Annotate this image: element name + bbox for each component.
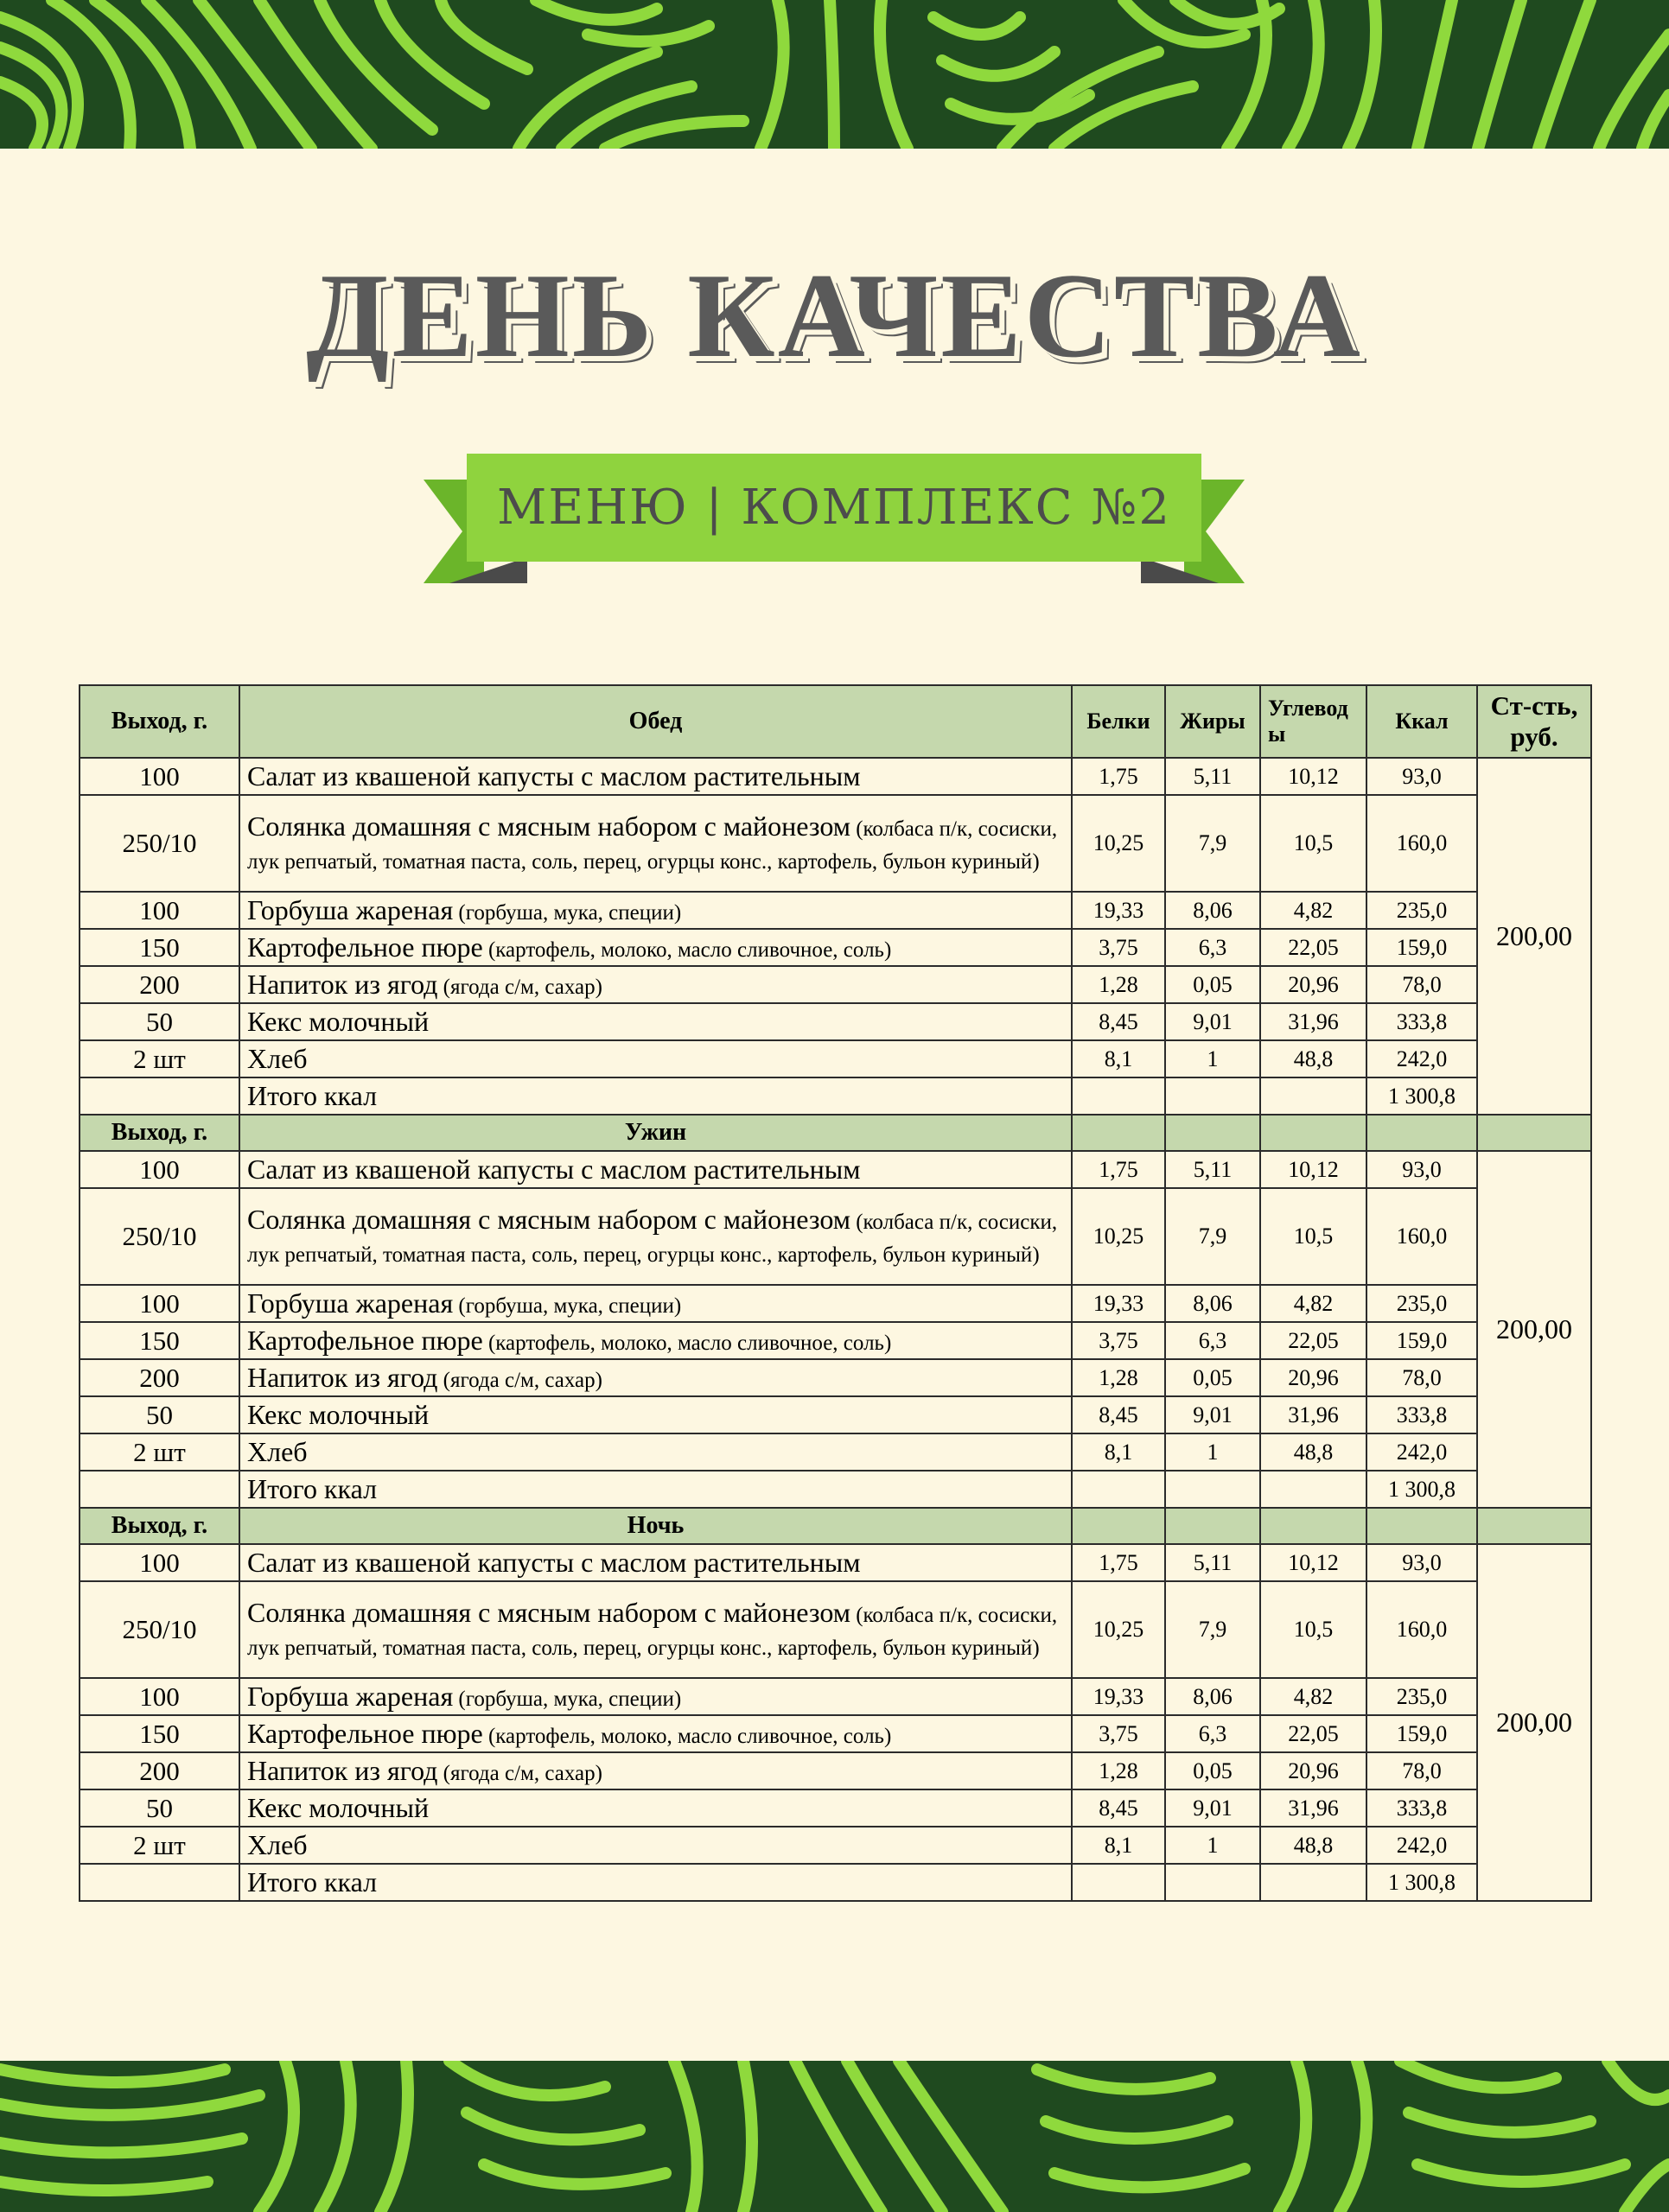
section-qty-header: Выход, г.	[80, 1508, 239, 1544]
dish-cell	[239, 1544, 1072, 1581]
dish-ingredients: (ягода с/м, сахар)	[437, 1368, 602, 1392]
carbs-cell: 10,12	[1260, 1544, 1366, 1581]
header-lunch: Обед	[239, 685, 1072, 758]
section-blank	[1477, 1508, 1591, 1544]
carbs-cell: 48,8	[1260, 1433, 1366, 1471]
dish-cell	[239, 1396, 1072, 1433]
qty-cell: 2 шт	[80, 1040, 239, 1077]
section-blank	[1477, 1115, 1591, 1151]
section-row-night	[80, 1508, 1591, 1544]
carbs-cell: 10,5	[1260, 1188, 1366, 1285]
table-row	[80, 1040, 1591, 1077]
dish-name: Горбуша жареная	[247, 1287, 454, 1319]
header-qty: Выход, г.	[80, 685, 239, 758]
section-blank	[1366, 1508, 1477, 1544]
dish-ingredients: (колбаса п/к, сосиски, лук репчатый, томатная паста, соль, перец, огурцы конс., картофель, бульон куриный)	[247, 1604, 1058, 1660]
carbs-cell: 10,5	[1260, 795, 1366, 892]
kcal-cell: 93,0	[1366, 1151, 1477, 1188]
dish-name: Хлеб	[247, 1435, 308, 1467]
carbs-cell: 22,05	[1260, 1322, 1366, 1359]
qty-cell: 100	[80, 758, 239, 795]
table-row	[80, 1359, 1591, 1396]
total-label: Итого ккал	[239, 1864, 1072, 1901]
dish-ingredients: (колбаса п/к, сосиски, лук репчатый, томатная паста, соль, перец, огурцы конс., картофель, бульон куриный)	[247, 1211, 1058, 1267]
fat-cell: 0,05	[1165, 966, 1260, 1003]
protein-cell: 10,25	[1072, 795, 1165, 892]
fat-cell: 7,9	[1165, 795, 1260, 892]
qty-cell: 250/10	[80, 1188, 239, 1285]
carbs-cell: 20,96	[1260, 966, 1366, 1003]
qty-cell: 200	[80, 1359, 239, 1396]
qty-cell: 150	[80, 1715, 239, 1752]
table-row	[80, 1789, 1591, 1827]
carbs-cell: 48,8	[1260, 1827, 1366, 1864]
dish-name: Кекс молочный	[247, 1791, 430, 1823]
carbs-cell: 4,82	[1260, 892, 1366, 929]
table-row	[80, 1322, 1591, 1359]
fat-cell: 5,11	[1165, 1544, 1260, 1581]
section-blank	[1260, 1115, 1366, 1151]
dish-cell	[239, 1752, 1072, 1789]
kcal-cell: 333,8	[1366, 1003, 1477, 1040]
table-row	[80, 1433, 1591, 1471]
carbs-cell: 31,96	[1260, 1396, 1366, 1433]
fat-cell	[1165, 1471, 1260, 1508]
total-row	[80, 1471, 1591, 1508]
dish-name: Горбуша жареная	[247, 1680, 454, 1712]
fat-cell: 8,06	[1165, 1285, 1260, 1322]
section-blank	[1165, 1508, 1260, 1544]
qty-cell	[80, 1077, 239, 1115]
dish-name: Хлеб	[247, 1042, 308, 1074]
dish-name: Напиток из ягод	[247, 1361, 438, 1393]
protein-cell: 3,75	[1072, 1715, 1165, 1752]
carbs-cell: 22,05	[1260, 929, 1366, 966]
dish-cell	[239, 1678, 1072, 1715]
protein-cell	[1072, 1077, 1165, 1115]
qty-cell: 50	[80, 1789, 239, 1827]
protein-cell: 8,1	[1072, 1433, 1165, 1471]
total-row	[80, 1864, 1591, 1901]
fat-cell: 5,11	[1165, 758, 1260, 795]
table-row	[80, 1151, 1591, 1188]
dish-name: Солянка домашняя с мясным набором с майонезом	[247, 1204, 850, 1236]
dish-name: Горбуша жареная	[247, 893, 454, 925]
total-label: Итого ккал	[239, 1471, 1072, 1508]
bottom-decorative-band	[0, 2061, 1669, 2212]
kcal-cell: 160,0	[1366, 795, 1477, 892]
protein-cell: 1,75	[1072, 1151, 1165, 1188]
qty-cell: 100	[80, 1544, 239, 1581]
kcal-cell: 235,0	[1366, 1285, 1477, 1322]
carbs-cell: 20,96	[1260, 1359, 1366, 1396]
kcal-cell: 159,0	[1366, 1322, 1477, 1359]
protein-cell: 1,28	[1072, 1359, 1165, 1396]
qty-cell: 2 шт	[80, 1433, 239, 1471]
total-row	[80, 1077, 1591, 1115]
table-row	[80, 795, 1591, 892]
dish-name: Картофельное пюре	[247, 931, 483, 963]
kcal-cell: 333,8	[1366, 1396, 1477, 1433]
dish-name: Салат из квашеной капусты с маслом растительным	[247, 1546, 861, 1578]
table-row	[80, 1396, 1591, 1433]
header-price-line1: Ст-сть,	[1490, 690, 1578, 721]
fat-cell	[1165, 1077, 1260, 1115]
dish-cell	[239, 1581, 1072, 1678]
kcal-cell: 160,0	[1366, 1581, 1477, 1678]
menu-table	[79, 684, 1592, 1902]
qty-cell: 100	[80, 892, 239, 929]
kcal-cell: 160,0	[1366, 1188, 1477, 1285]
total-kcal: 1 300,8	[1366, 1864, 1477, 1901]
total-label: Итого ккал	[239, 1077, 1072, 1115]
dish-ingredients: (картофель, молоко, масло сливочное, соль)	[482, 938, 892, 962]
fat-cell: 0,05	[1165, 1359, 1260, 1396]
section-qty-header: Выход, г.	[80, 1115, 239, 1151]
table-row	[80, 1678, 1591, 1715]
section-blank	[1260, 1508, 1366, 1544]
carbs-cell	[1260, 1864, 1366, 1901]
fat-cell: 8,06	[1165, 892, 1260, 929]
dish-ingredients: (горбуша, мука, специи)	[453, 1687, 682, 1711]
fat-cell: 7,9	[1165, 1188, 1260, 1285]
protein-cell	[1072, 1471, 1165, 1508]
section-blank	[1165, 1115, 1260, 1151]
header-carbs-line2: ы	[1268, 721, 1286, 747]
fat-cell: 1	[1165, 1433, 1260, 1471]
qty-cell: 50	[80, 1396, 239, 1433]
carbs-cell: 10,5	[1260, 1581, 1366, 1678]
dish-name: Картофельное пюре	[247, 1717, 483, 1749]
table-row	[80, 1003, 1591, 1040]
section-title: Ночь	[239, 1508, 1072, 1544]
fat-cell: 1	[1165, 1040, 1260, 1077]
price-cell: 200,00	[1477, 1544, 1591, 1901]
table-row	[80, 929, 1591, 966]
dish-cell	[239, 758, 1072, 795]
dish-cell	[239, 1359, 1072, 1396]
kcal-cell: 242,0	[1366, 1827, 1477, 1864]
dish-cell	[239, 795, 1072, 892]
dish-cell	[239, 929, 1072, 966]
qty-cell: 100	[80, 1678, 239, 1715]
dish-cell	[239, 1003, 1072, 1040]
fat-cell	[1165, 1864, 1260, 1901]
kcal-cell: 93,0	[1366, 758, 1477, 795]
protein-cell: 1,75	[1072, 1544, 1165, 1581]
table-row	[80, 966, 1591, 1003]
dish-name: Солянка домашняя с мясным набором с майонезом	[247, 810, 850, 842]
fat-cell: 6,3	[1165, 1715, 1260, 1752]
total-kcal: 1 300,8	[1366, 1471, 1477, 1508]
qty-cell: 50	[80, 1003, 239, 1040]
kcal-cell: 235,0	[1366, 1678, 1477, 1715]
table-row	[80, 1752, 1591, 1789]
leaf-pattern-bottom	[0, 2061, 1669, 2212]
ribbon-label: МЕНЮ | КОМПЛЕКС №2	[497, 480, 1171, 536]
fat-cell: 7,9	[1165, 1581, 1260, 1678]
fat-cell: 9,01	[1165, 1003, 1260, 1040]
dish-ingredients: (горбуша, мука, специи)	[453, 900, 682, 925]
dish-cell	[239, 1322, 1072, 1359]
protein-cell: 19,33	[1072, 892, 1165, 929]
carbs-cell: 4,82	[1260, 1285, 1366, 1322]
carbs-cell: 20,96	[1260, 1752, 1366, 1789]
qty-cell	[80, 1471, 239, 1508]
kcal-cell: 78,0	[1366, 1359, 1477, 1396]
dish-cell	[239, 1789, 1072, 1827]
protein-cell: 10,25	[1072, 1188, 1165, 1285]
qty-cell: 100	[80, 1285, 239, 1322]
protein-cell: 8,1	[1072, 1040, 1165, 1077]
header-kcal: Ккал	[1366, 685, 1477, 758]
fat-cell: 9,01	[1165, 1789, 1260, 1827]
kcal-cell: 159,0	[1366, 929, 1477, 966]
dish-ingredients: (горбуша, мука, специи)	[453, 1294, 682, 1318]
protein-cell: 10,25	[1072, 1581, 1165, 1678]
qty-cell: 200	[80, 966, 239, 1003]
dish-cell	[239, 892, 1072, 929]
table-row	[80, 1715, 1591, 1752]
carbs-cell: 31,96	[1260, 1789, 1366, 1827]
qty-cell: 250/10	[80, 795, 239, 892]
protein-cell	[1072, 1864, 1165, 1901]
kcal-cell: 242,0	[1366, 1040, 1477, 1077]
kcal-cell: 78,0	[1366, 966, 1477, 1003]
dish-name: Напиток из ягод	[247, 968, 438, 1000]
price-cell: 200,00	[1477, 758, 1591, 1115]
fat-cell: 0,05	[1165, 1752, 1260, 1789]
table-row	[80, 1544, 1591, 1581]
carbs-cell: 31,96	[1260, 1003, 1366, 1040]
protein-cell: 8,45	[1072, 1789, 1165, 1827]
table-row	[80, 1581, 1591, 1678]
header-carbs	[1260, 685, 1366, 758]
header-carbs-line1: Углевод	[1268, 696, 1348, 721]
dish-cell	[239, 1715, 1072, 1752]
carbs-cell: 10,12	[1260, 758, 1366, 795]
kcal-cell: 78,0	[1366, 1752, 1477, 1789]
dish-cell	[239, 1040, 1072, 1077]
qty-cell: 150	[80, 1322, 239, 1359]
carbs-cell: 10,12	[1260, 1151, 1366, 1188]
dish-name: Кекс молочный	[247, 1005, 430, 1037]
dish-name: Картофельное пюре	[247, 1324, 483, 1356]
dish-ingredients: (картофель, молоко, масло сливочное, соль)	[482, 1331, 892, 1355]
carbs-cell	[1260, 1471, 1366, 1508]
table-row	[80, 1827, 1591, 1864]
dish-name: Напиток из ягод	[247, 1754, 438, 1786]
protein-cell: 8,1	[1072, 1827, 1165, 1864]
fat-cell: 5,11	[1165, 1151, 1260, 1188]
dish-ingredients: (колбаса п/к, сосиски, лук репчатый, томатная паста, соль, перец, огурцы конс., картофель, бульон куриный)	[247, 817, 1058, 874]
dish-cell	[239, 1151, 1072, 1188]
kcal-cell: 235,0	[1366, 892, 1477, 929]
table-row	[80, 1188, 1591, 1285]
header-price	[1477, 685, 1591, 758]
table-row	[80, 892, 1591, 929]
section-blank	[1366, 1115, 1477, 1151]
section-blank	[1072, 1115, 1165, 1151]
dish-ingredients: (картофель, молоко, масло сливочное, соль)	[482, 1724, 892, 1748]
qty-cell: 200	[80, 1752, 239, 1789]
fat-cell: 9,01	[1165, 1396, 1260, 1433]
kcal-cell: 242,0	[1366, 1433, 1477, 1471]
protein-cell: 8,45	[1072, 1003, 1165, 1040]
kcal-cell: 93,0	[1366, 1544, 1477, 1581]
page-title: ДЕНЬ КАЧЕСТВА	[306, 249, 1363, 383]
protein-cell: 8,45	[1072, 1396, 1165, 1433]
dish-name: Салат из квашеной капусты с маслом растительным	[247, 1153, 861, 1185]
protein-cell: 1,75	[1072, 758, 1165, 795]
qty-cell: 2 шт	[80, 1827, 239, 1864]
price-cell: 200,00	[1477, 1151, 1591, 1508]
protein-cell: 1,28	[1072, 966, 1165, 1003]
fat-cell: 6,3	[1165, 1322, 1260, 1359]
dish-cell	[239, 1188, 1072, 1285]
header-row	[80, 685, 1591, 758]
qty-cell: 250/10	[80, 1581, 239, 1678]
carbs-cell: 4,82	[1260, 1678, 1366, 1715]
protein-cell: 1,28	[1072, 1752, 1165, 1789]
fat-cell: 1	[1165, 1827, 1260, 1864]
protein-cell: 3,75	[1072, 1322, 1165, 1359]
carbs-cell	[1260, 1077, 1366, 1115]
header-price-line2: руб.	[1510, 721, 1558, 752]
dish-cell	[239, 1433, 1072, 1471]
dish-name: Солянка домашняя с мясным набором с майонезом	[247, 1597, 850, 1629]
dish-cell	[239, 966, 1072, 1003]
dish-name: Салат из квашеной капусты с маслом растительным	[247, 760, 861, 791]
carbs-cell: 22,05	[1260, 1715, 1366, 1752]
table-row	[80, 758, 1591, 795]
kcal-cell: 333,8	[1366, 1789, 1477, 1827]
section-row-dinner	[80, 1115, 1591, 1151]
fat-cell: 8,06	[1165, 1678, 1260, 1715]
protein-cell: 3,75	[1072, 929, 1165, 966]
dish-cell	[239, 1285, 1072, 1322]
protein-cell: 19,33	[1072, 1285, 1165, 1322]
section-title: Ужин	[239, 1115, 1072, 1151]
qty-cell: 150	[80, 929, 239, 966]
dish-name: Кекс молочный	[247, 1398, 430, 1430]
dish-cell	[239, 1827, 1072, 1864]
qty-cell	[80, 1864, 239, 1901]
fat-cell: 6,3	[1165, 929, 1260, 966]
carbs-cell: 48,8	[1260, 1040, 1366, 1077]
header-fat: Жиры	[1165, 685, 1260, 758]
top-decorative-band	[0, 0, 1669, 149]
qty-cell: 100	[80, 1151, 239, 1188]
kcal-cell: 159,0	[1366, 1715, 1477, 1752]
dish-ingredients: (ягода с/м, сахар)	[437, 975, 602, 999]
table-row	[80, 1285, 1591, 1322]
protein-cell: 19,33	[1072, 1678, 1165, 1715]
dish-name: Хлеб	[247, 1828, 308, 1860]
header-protein: Белки	[1072, 685, 1165, 758]
dish-ingredients: (ягода с/м, сахар)	[437, 1761, 602, 1785]
section-blank	[1072, 1508, 1165, 1544]
leaf-pattern-top	[0, 0, 1669, 149]
total-kcal: 1 300,8	[1366, 1077, 1477, 1115]
